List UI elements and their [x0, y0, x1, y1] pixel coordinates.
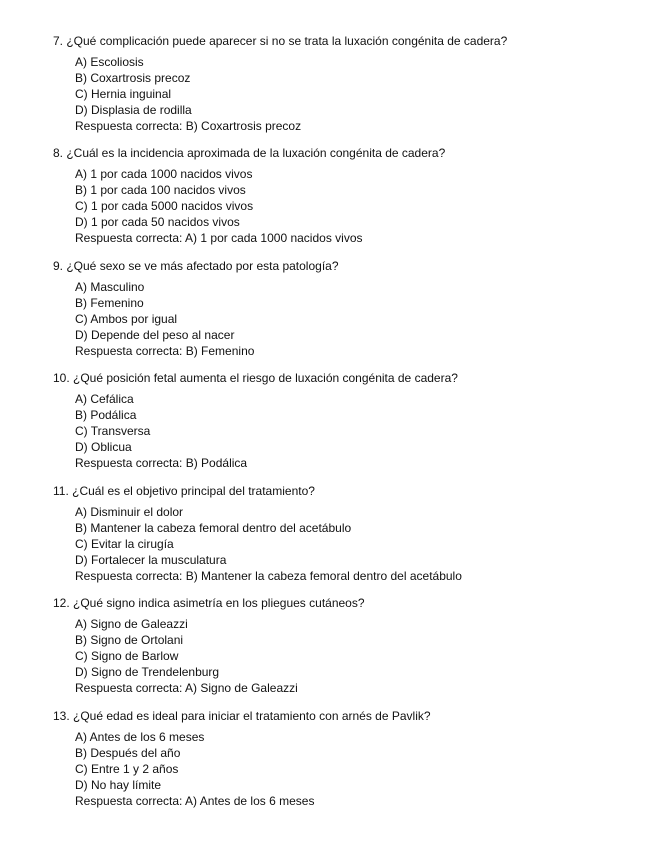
correct-answer: Respuesta correcta: B) Mantener la cabeza femoral dentro del acetábulo	[75, 569, 462, 583]
option-a: A) Antes de los 6 meses	[75, 730, 205, 744]
option-c: C) Ambos por igual	[75, 312, 178, 326]
option-d: D) Depende del peso al nacer	[75, 328, 235, 342]
option-b: B) Femenino	[75, 296, 144, 310]
question-title: 9. ¿Qué sexo se ve más afectado por esta patología?	[53, 259, 339, 273]
option-c: C) Transversa	[75, 424, 151, 438]
option-d: D) Fortalecer la musculatura	[75, 553, 227, 567]
correct-answer: Respuesta correcta: B) Femenino	[75, 344, 255, 358]
option-d: D) Oblicua	[75, 440, 132, 454]
correct-answer: Respuesta correcta: A) Signo de Galeazzi	[75, 681, 298, 695]
correct-answer: Respuesta correcta: A) 1 por cada 1000 nacidos vivos	[75, 231, 363, 245]
options-list	[75, 504, 462, 584]
option-c: C) 1 por cada 5000 nacidos vivos	[75, 199, 254, 213]
question-title: 11. ¿Cuál es el objetivo principal del tratamiento?	[53, 484, 315, 498]
option-d: D) Signo de Trendelenburg	[75, 665, 220, 679]
option-d: D) No hay límite	[75, 778, 162, 792]
question-title: 12. ¿Qué signo indica asimetría en los pliegues cutáneos?	[53, 596, 365, 610]
question-title: 13. ¿Qué edad es ideal para iniciar el tratamiento con arnés de Pavlik?	[53, 709, 431, 723]
option-a: A) 1 por cada 1000 nacidos vivos	[75, 167, 253, 181]
options-list	[75, 616, 298, 696]
option-a: A) Masculino	[75, 280, 145, 294]
option-b: B) Después del año	[75, 746, 181, 760]
option-b: B) Mantener la cabeza femoral dentro del acetábulo	[75, 521, 352, 535]
option-a: A) Escoliosis	[75, 55, 144, 69]
option-d: D) Displasia de rodilla	[75, 103, 192, 117]
option-c: C) Hernia inguinal	[75, 87, 172, 101]
correct-answer: Respuesta correcta: A) Antes de los 6 meses	[75, 794, 315, 808]
question-title: 7. ¿Qué complicación puede aparecer si no se trata la luxación congénita de cadera?	[53, 34, 508, 48]
option-d: D) 1 por cada 50 nacidos vivos	[75, 215, 240, 229]
question-title: 8. ¿Cuál es la incidencia aproximada de la luxación congénita de cadera?	[53, 146, 446, 160]
options-list	[75, 54, 301, 134]
option-b: B) Coxartrosis precoz	[75, 71, 191, 85]
option-c: C) Entre 1 y 2 años	[75, 762, 179, 776]
question-title: 10. ¿Qué posición fetal aumenta el riesgo de luxación congénita de cadera?	[53, 371, 458, 385]
option-b: B) Signo de Ortolani	[75, 633, 184, 647]
correct-answer: Respuesta correcta: B) Podálica	[75, 456, 248, 470]
options-list	[75, 166, 363, 246]
option-a: A) Cefálica	[75, 392, 134, 406]
option-c: C) Evitar la cirugía	[75, 537, 174, 551]
correct-answer: Respuesta correcta: B) Coxartrosis precoz	[75, 119, 302, 133]
option-b: B) 1 por cada 100 nacidos vivos	[75, 183, 246, 197]
option-a: A) Disminuir el dolor	[75, 505, 184, 519]
options-list	[75, 729, 314, 809]
option-c: C) Signo de Barlow	[75, 649, 179, 663]
option-b: B) Podálica	[75, 408, 137, 422]
option-a: A) Signo de Galeazzi	[75, 617, 188, 631]
options-list	[75, 391, 247, 471]
options-list	[75, 279, 254, 359]
